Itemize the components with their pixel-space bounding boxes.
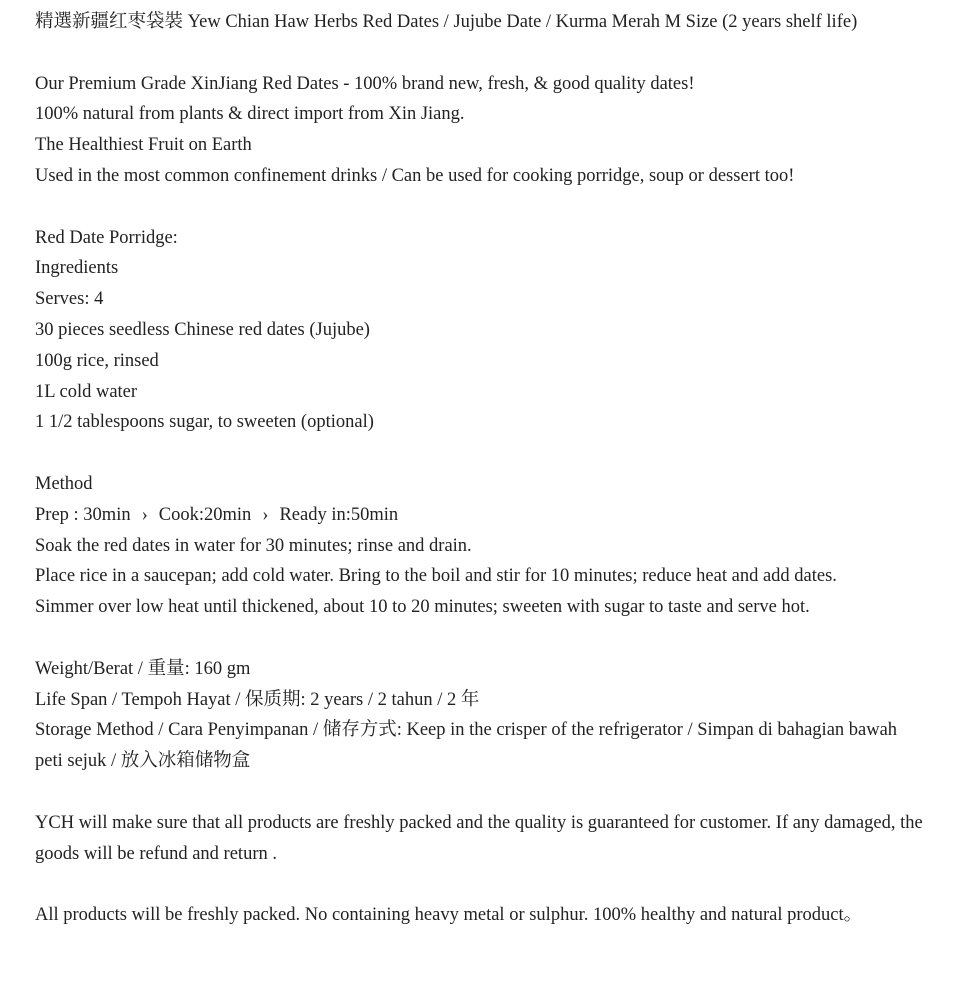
recipe-title: Red Date Porridge: bbox=[35, 227, 178, 248]
ingredient-item: 1L cold water bbox=[35, 381, 138, 402]
product-description bbox=[35, 7, 925, 931]
intro-line: The Healthiest Fruit on Earth bbox=[35, 135, 252, 156]
paragraph-spacer bbox=[35, 623, 925, 654]
intro-line: Our Premium Grade XinJiang Red Dates - 100% brand new, fresh, & good quality dates! bbox=[35, 73, 695, 94]
weight-spec: Weight/Berat / 重量: 160 gm bbox=[35, 658, 251, 679]
chevron-right-icon: › bbox=[262, 504, 269, 525]
paragraph-spacer bbox=[35, 192, 925, 223]
serves-text: Serves: 4 bbox=[35, 289, 104, 310]
method-step: Soak the red dates in water for 30 minutes; rinse and drain. bbox=[35, 535, 472, 556]
intro-line: Used in the most common confinement drinks / Can be used for cooking porridge, soup or dessert too! bbox=[35, 165, 795, 186]
method-step: Simmer over low heat until thickened, about 10 to 20 minutes; sweeten with sugar to taste and serve hot. bbox=[35, 597, 810, 618]
timing-row bbox=[35, 500, 925, 531]
paragraph-spacer bbox=[35, 38, 925, 69]
method-step: Place rice in a saucepan; add cold water. Bring to the boil and stir for 10 minutes; reduce heat and add dates. bbox=[35, 566, 837, 587]
ready-time: Ready in:50min bbox=[279, 504, 399, 525]
ingredient-item: 1 1/2 tablespoons sugar, to sweeten (optional) bbox=[35, 412, 374, 433]
intro-line: 100% natural from plants & direct import from Xin Jiang. bbox=[35, 104, 465, 125]
closing-text: All products will be freshly packed. No containing heavy metal or sulphur. 100% healthy and natural product。 bbox=[35, 905, 863, 926]
ingredient-item: 30 pieces seedless Chinese red dates (Jujube) bbox=[35, 319, 370, 340]
chevron-right-icon: › bbox=[141, 504, 148, 525]
method-heading: Method bbox=[35, 473, 93, 494]
cook-time: Cook:20min bbox=[158, 504, 252, 525]
product-title: 精選新疆红枣袋裝 Yew Chian Haw Herbs Red Dates / Jujube Date / Kurma Merah M Size (2 years shelf life) bbox=[35, 12, 858, 32]
paragraph-spacer bbox=[35, 869, 925, 900]
paragraph-spacer bbox=[35, 777, 925, 808]
paragraph-spacer bbox=[35, 438, 925, 469]
ingredient-item: 100g rice, rinsed bbox=[35, 350, 159, 371]
prep-time: Prep : 30min bbox=[35, 504, 131, 525]
storage-spec: Storage Method / Cara Penyimpanan / 储存方式: Keep in the crisper of the refrigerator / Simpan di bahagian bawah peti sejuk / 放入冰箱储物盒 bbox=[35, 720, 898, 772]
guarantee-text: YCH will make sure that all products are freshly packed and the quality is guaranteed for customer. If any damaged, the goods will be refund and return . bbox=[35, 812, 923, 864]
life-span-spec: Life Span / Tempoh Hayat / 保质期: 2 years / 2 tahun / 2 年 bbox=[35, 689, 480, 710]
ingredients-heading: Ingredients bbox=[35, 258, 119, 279]
